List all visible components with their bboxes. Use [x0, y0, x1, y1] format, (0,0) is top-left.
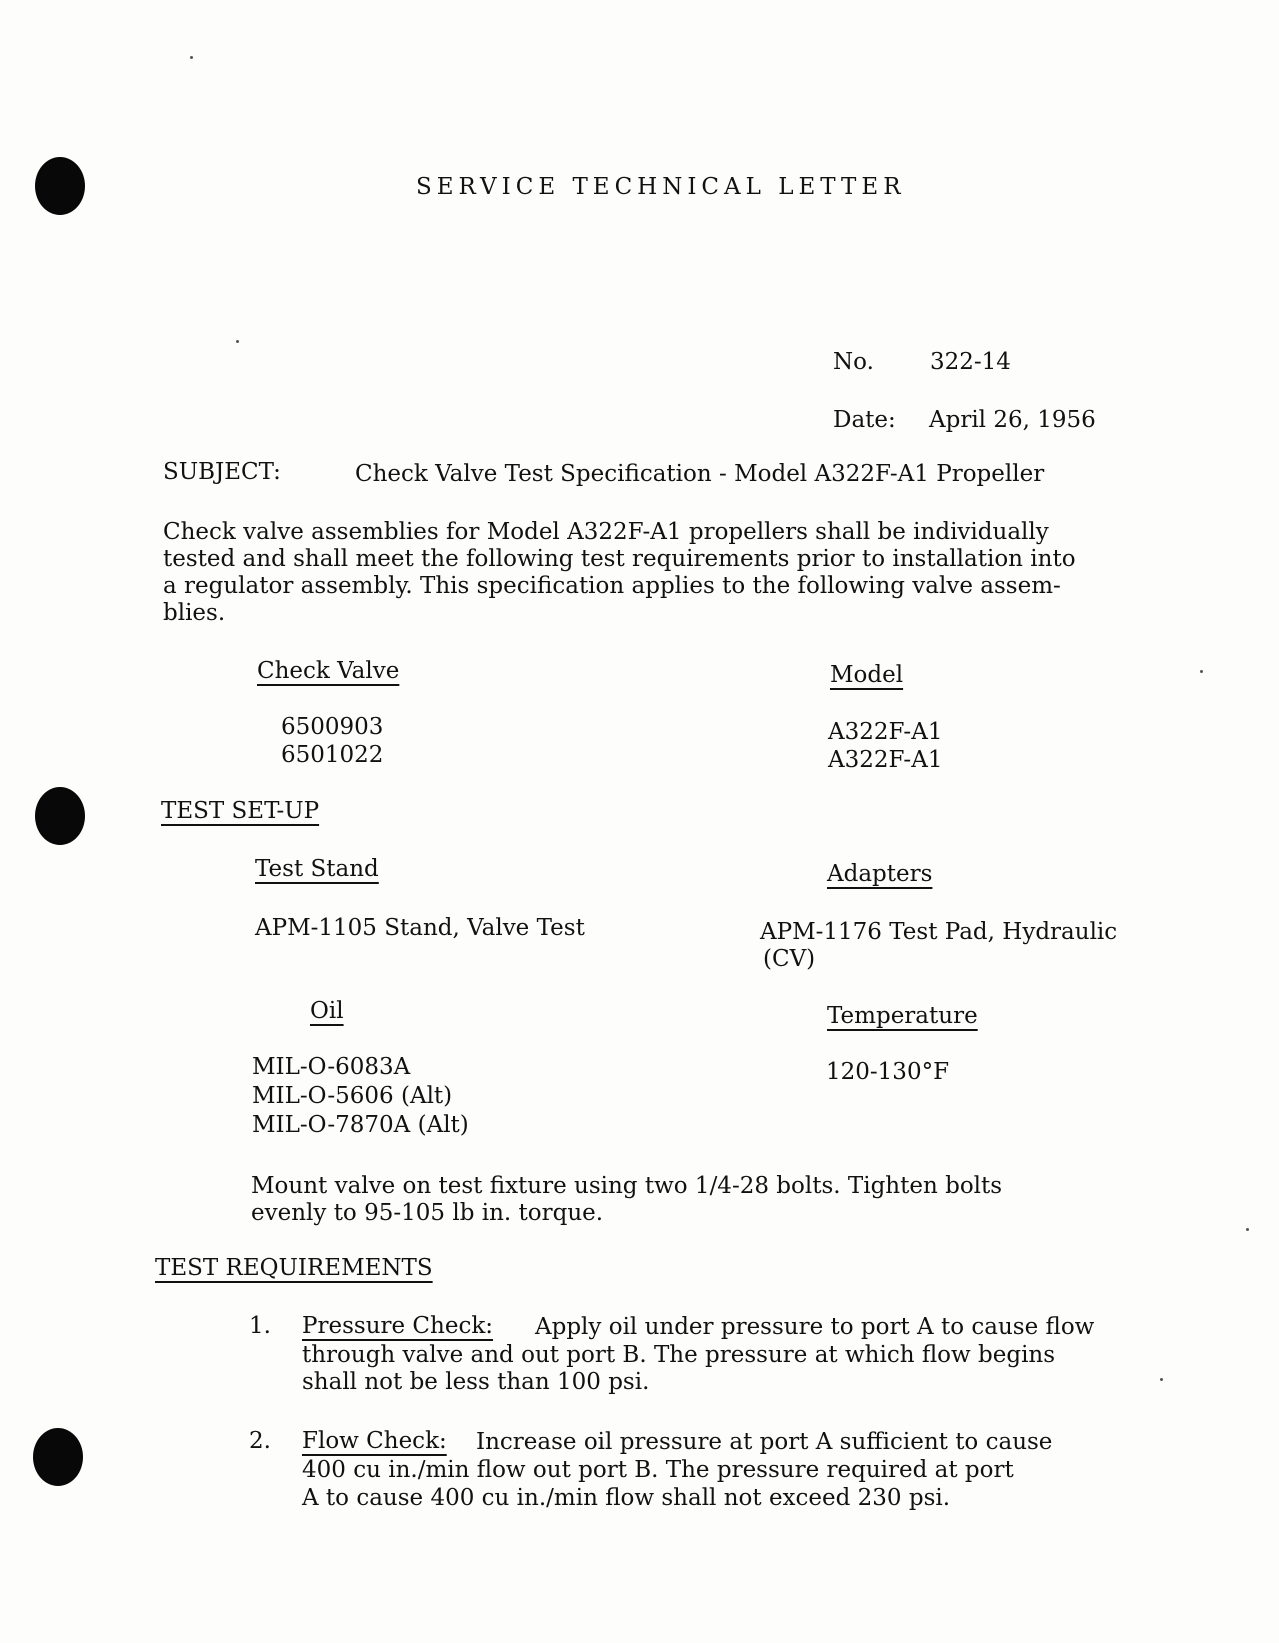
date-value: April 26, 1956: [929, 407, 1096, 433]
valve-number: 6501022: [281, 742, 384, 768]
test-stand-label: Test Stand: [255, 856, 379, 882]
mount-instruction-line: evenly to 95-105 lb in. torque.: [251, 1200, 604, 1226]
test-requirements-heading: TEST REQUIREMENTS: [155, 1255, 433, 1281]
temperature-value: 120-130°F: [826, 1059, 950, 1085]
requirement-label: Flow Check:: [302, 1428, 447, 1454]
intro-line: Check valve assemblies for Model A322F-A1 propellers shall be individually: [163, 519, 1049, 545]
intro-line: blies.: [163, 600, 226, 626]
intro-line: a regulator assembly. This specification applies to the following valve assem-: [163, 573, 1061, 599]
requirement-number: 1.: [249, 1313, 271, 1339]
subject-text: Check Valve Test Specification - Model A322F-A1 Propeller: [355, 461, 1045, 487]
test-stand-value: APM-1105 Stand, Valve Test: [255, 915, 585, 941]
valve-number: 6500903: [281, 714, 384, 740]
requirement-line: through valve and out port B. The pressure at which flow begins: [302, 1342, 1056, 1368]
valve-model: A322F-A1: [828, 719, 943, 745]
scan-speck: [1200, 670, 1203, 673]
mount-instruction-line: Mount valve on test fixture using two 1/4-28 bolts. Tighten bolts: [251, 1173, 1003, 1199]
punch-hole-bottom: [33, 1428, 83, 1486]
number-value: 322-14: [930, 349, 1011, 375]
oil-spec: MIL-O-6083A: [252, 1054, 411, 1080]
scan-speck: [1246, 1228, 1249, 1231]
date-label: Date:: [833, 407, 896, 433]
intro-line: tested and shall meet the following test requirements prior to installation into: [163, 546, 1076, 572]
model-header: Model: [830, 662, 904, 688]
requirement-number: 2.: [249, 1428, 271, 1454]
requirement-line: Increase oil pressure at port A sufficient to cause: [476, 1429, 1053, 1455]
requirement-line: 400 cu in./min flow out port B. The pressure required at port: [302, 1457, 1014, 1483]
check-valve-header: Check Valve: [257, 658, 400, 684]
document-title: SERVICE TECHNICAL LETTER: [416, 174, 906, 200]
valve-model: A322F-A1: [828, 747, 943, 773]
adapters-value-line: APM-1176 Test Pad, Hydraulic: [760, 919, 1118, 945]
oil-spec: MIL-O-7870A (Alt): [252, 1112, 469, 1138]
requirement-line: Apply oil under pressure to port A to cause flow: [535, 1314, 1095, 1340]
scan-speck: [190, 56, 193, 59]
punch-hole-top: [35, 157, 85, 215]
temperature-label: Temperature: [827, 1003, 978, 1029]
requirement-line: shall not be less than 100 psi.: [302, 1369, 650, 1395]
requirement-line: A to cause 400 cu in./min flow shall not exceed 230 psi.: [302, 1485, 951, 1511]
test-setup-heading: TEST SET-UP: [161, 798, 320, 824]
number-label: No.: [833, 349, 874, 375]
subject-label: SUBJECT:: [163, 459, 281, 485]
adapters-label: Adapters: [827, 861, 933, 887]
scan-speck: [236, 340, 239, 343]
requirement-label: Pressure Check:: [302, 1313, 494, 1339]
oil-label: Oil: [310, 998, 344, 1024]
scan-speck: [1160, 1378, 1163, 1381]
oil-spec: MIL-O-5606 (Alt): [252, 1083, 453, 1109]
punch-hole-middle: [35, 787, 85, 845]
adapters-value-line: (CV): [763, 946, 816, 972]
